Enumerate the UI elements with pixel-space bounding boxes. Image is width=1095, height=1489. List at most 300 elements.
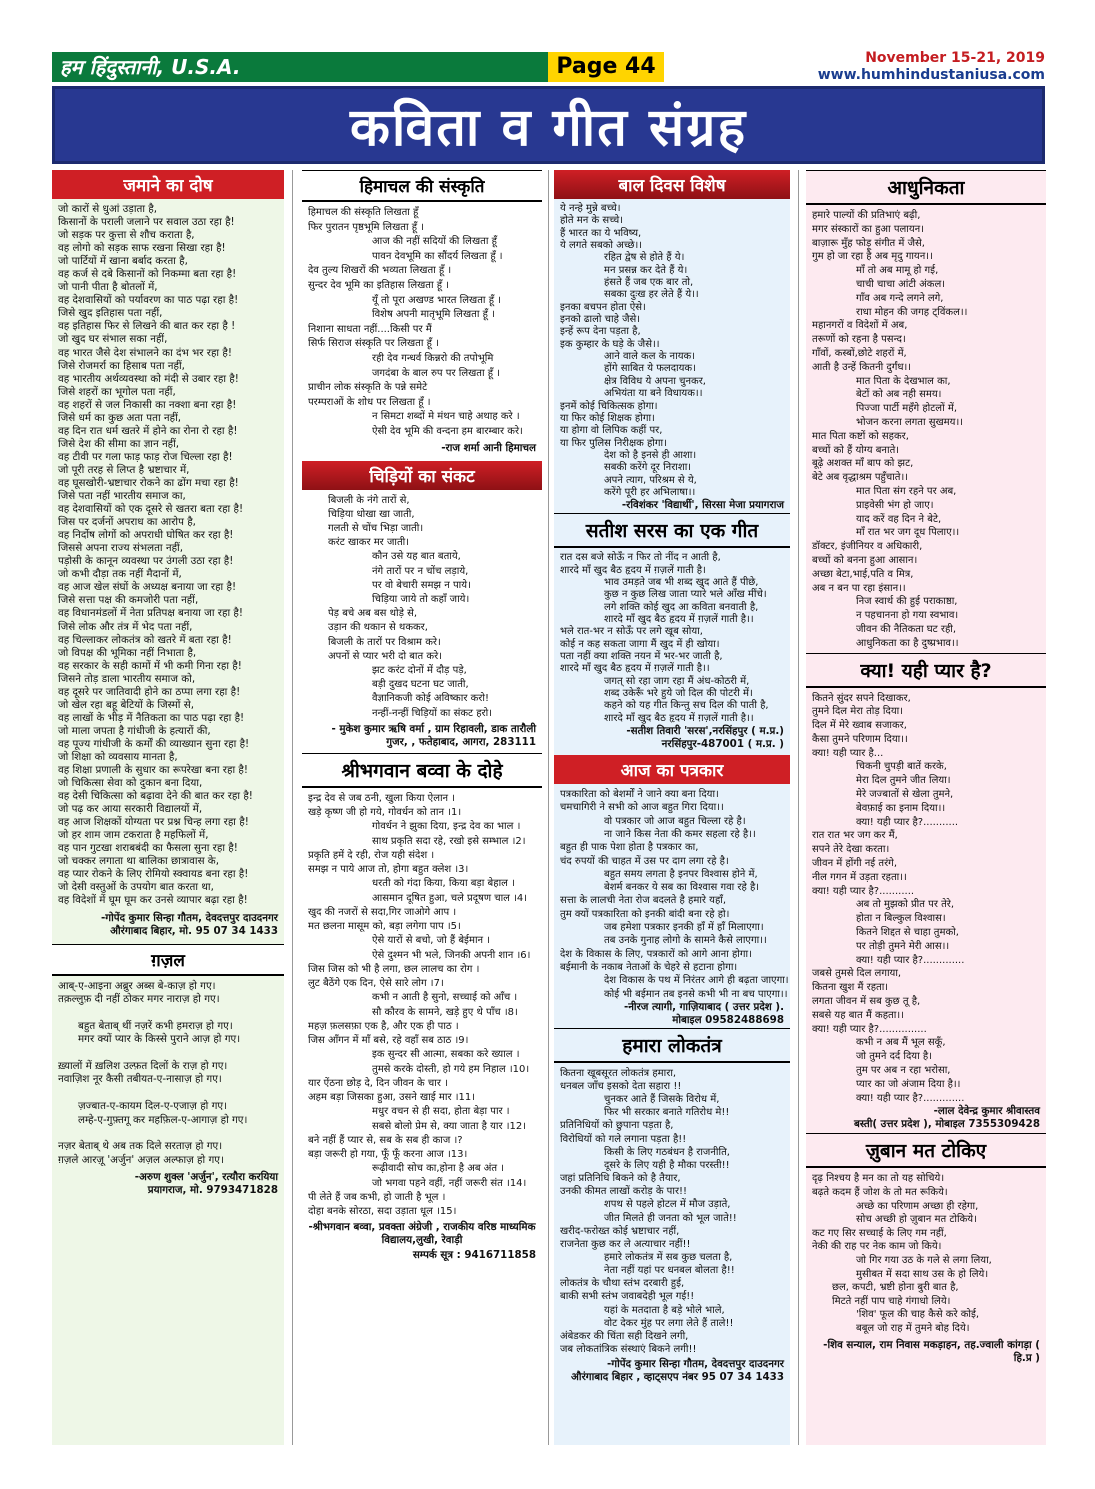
poem-line: जो चक्कर लगाता था बालिका छात्रावास के, bbox=[58, 855, 219, 868]
poem-line: किसानों के पराली जलाने पर सवाल उठा रहा है! bbox=[58, 216, 235, 229]
poem-line: प्राचीन लोक संस्कृति के पन्ने समेटे bbox=[308, 382, 428, 394]
poem-line: पड़ोसी के कानून व्यवस्था पर उंगली उठा रहा है! bbox=[58, 555, 234, 568]
poem-line: निशाना साधता नहीं....किसी पर मैं bbox=[308, 323, 432, 335]
poem-line: दोहा बनके सोरठा, सदा उड़ाता धूल ।15। bbox=[308, 1206, 457, 1217]
poem-line: देश विकास के पथ में निरंतर आगे ही बढ़ता जाएगा। bbox=[604, 975, 789, 987]
poem-line: यहां के मतदाता है बड़े भोले भाले, bbox=[604, 1304, 725, 1316]
poem-line: ये लगते सबको अच्छे।। bbox=[560, 240, 643, 252]
poem-line: विरोधियों को गले लगाना पड़ता है!! bbox=[560, 1133, 687, 1145]
poem-line: जब लोकतांत्रिक संस्थाएं बिकने लगी!! bbox=[560, 1344, 697, 1356]
poem-line: वह भारतीय अर्थव्यवस्था को मंदी से उबार रहा है! bbox=[58, 372, 239, 385]
poem-credit: प्रयागराज, मो. 9793471828 bbox=[147, 1184, 278, 1197]
poem-line: नन्हीं-नन्हीं चिड़ियों का संकट हरो। bbox=[372, 707, 493, 719]
poem-line: चिड़िया धोखा खा जाती, bbox=[328, 508, 415, 520]
poem-line: चिकनी चुपड़ी बातें करके, bbox=[856, 761, 947, 773]
poem-line: भले रात-भर न सोऊँ पर लगे खूब सोया, bbox=[560, 626, 703, 638]
poem-line: धनबल जाँच इसको देता सहारा !! bbox=[560, 1080, 682, 1092]
poem-credit: -अरुण शुक्ल 'अर्जुन', रत्यौरा करयिया bbox=[134, 1171, 278, 1184]
poem-line: फिर भी सरकार बनाते गतिरोध मे!! bbox=[604, 1107, 730, 1119]
poem-line: जो देसी वस्तुओं के उपयोग बात करता था, bbox=[58, 881, 214, 894]
poem-line: कोई भी बईमान तब इनसे कभी भी ना बच पाएगा।। bbox=[604, 988, 788, 1000]
poem-line: रही देव गन्धर्व किन्नरो की तपोभूमि bbox=[372, 352, 494, 364]
poem-line: जिस पर दर्जनों अपराध का आरोप है, bbox=[58, 516, 196, 529]
poem-line: देश को है इनसे ही आशा। bbox=[604, 449, 697, 461]
poem-line: महानगरों व विदेशों में अब, bbox=[812, 320, 908, 332]
poem-line: करंट खाकर मर जाती। bbox=[328, 537, 410, 549]
poem-line: बने नहीं हैं प्यार से, सब के सब ही काज ।? bbox=[308, 1134, 463, 1146]
poem-line: पर तोड़ी तुमने मेरी आस।। bbox=[856, 940, 950, 952]
poem-line: वह शिक्षा प्रणाली के सुधार का रूपरेखा बना रहा है! bbox=[58, 764, 248, 777]
poem-line: सबका दुःख हर लेते हैं ये।। bbox=[604, 289, 699, 301]
poem-line: शारदे माँ खुद बैठ हृदय में ग़ज़लें गाती है। bbox=[560, 564, 706, 576]
poem-line: बहुत समय लगता है इनपर विश्वास होने में, bbox=[604, 868, 758, 880]
poem-line: वह चिल्लाकर लोकतंत्र को खतरे में बता रहा है! bbox=[58, 633, 232, 646]
poem-line: अहम बड़ा जिसका हुआ, उसने खाई मार ।11। bbox=[308, 1092, 476, 1103]
poem-line: कभी न अब मैं भूल सकूँ, bbox=[856, 1037, 946, 1049]
poem-line: जो माला जपता है गांधीजी के हत्यारों की, bbox=[58, 724, 211, 737]
poem-line: सबकी करेंगे दूर निराशा। bbox=[604, 462, 692, 474]
poem-line: हमारे लोकतंत्र में सब कुछ चलता है, bbox=[604, 1252, 733, 1263]
poem-line: तब उनके गुनाह लोगो के सामने कैसे लाएगा।। bbox=[604, 935, 767, 947]
poem-line: आसमान दूषित हुआ, चले प्रदूषण चाल ।4। bbox=[372, 892, 528, 904]
poem-line: शारदे माँ खुद बैठ हृदय में ग़ज़लें गाती है।। bbox=[604, 613, 754, 625]
banner-title: कविता व गीत संग्रह bbox=[349, 97, 748, 158]
poem-line: शारदे माँ खुद बैठ हृदय में ग़ज़लें गाती है।। bbox=[560, 663, 710, 675]
poem-line: नील गगन में उड़ता रहता।। bbox=[812, 871, 907, 883]
ghazal-body bbox=[52, 980, 284, 1168]
poem-line: बूढ़े अशक्त माँ बाप को झट, bbox=[812, 458, 914, 470]
poem-line: माँ रात भर जग दूध पिलाए।। bbox=[856, 527, 960, 539]
poem-title: आज का पत्रकार bbox=[554, 755, 790, 784]
poem-line: मगर क्यों प्यार के किस्से पुराने आज़ हो गए। bbox=[78, 1033, 241, 1046]
poem-credit: -लाल देवेन्द्र कुमार श्रीवास्तव bbox=[933, 1105, 1040, 1118]
poem-title: जमाने का दोष bbox=[52, 170, 284, 199]
poem-line: प्यार का जो अंजाम दिया है।। bbox=[856, 1078, 961, 1090]
poem-line: देश के विकास के लिए, पत्रकारों को आगे आना होगा। bbox=[560, 948, 752, 960]
poem-line: जो सड़क पर कुत्ता से शौच कराता है, bbox=[58, 229, 195, 242]
poem-line: बबूल जो राह में तुमने बोह दिये। bbox=[856, 1322, 970, 1334]
poem-line: ऐसे दुश्मन भी भले, जिनकी अपनी शान ।6। bbox=[372, 949, 531, 961]
poem-line: परम्पराओं के शोध पर लिखता हूँ । bbox=[308, 396, 431, 408]
poem-line: आज की नहीं सदियों की लिखता हूँ bbox=[372, 236, 497, 248]
poem-line: वह भारत जैसे देश संभालने का दंभ भर रहा है! bbox=[58, 346, 232, 359]
column-divider bbox=[548, 170, 549, 1445]
poem-body bbox=[302, 792, 542, 1220]
poem-line: खुद की नजरों से सदा,गिर जाओगे आप । bbox=[308, 906, 457, 918]
poem-line: जिसे धर्म का कुछ अता पता नहीं, bbox=[58, 411, 182, 424]
poem-line: देव तुल्य शिखरों की भव्यता लिखता हूँ । bbox=[308, 265, 452, 277]
poem-line: चाची चाचा आंटी अंकल। bbox=[856, 278, 946, 290]
poem-line: बिजली के नंगे तारों से, bbox=[328, 494, 410, 506]
poem-line: जो विपक्ष की भूमिका नहीं निभाता है, bbox=[58, 646, 197, 659]
poem-line: याद करें वह दिन ने बेटे, bbox=[856, 513, 942, 525]
poem-line: शपथ से पहले होटल में मौज उड़ाते, bbox=[604, 1199, 731, 1211]
poem-line: ऐसे यारों से बचो, जो हैं बेईमान । bbox=[372, 935, 491, 947]
poem-line: जो खेल रहा बहू बेटियों के जिस्मों से, bbox=[58, 698, 194, 711]
poem-line: होता न बिल्कुल विश्वास। bbox=[856, 913, 946, 925]
poem-line: बच्चों को हैं योग्य बनाते। bbox=[812, 444, 900, 456]
poem-line: विशेष अपनी मातृभूमि लिखता हूँ । bbox=[372, 309, 495, 321]
poem-line: बहुत बेताब् थीं नज़रें कभी हमराज़ हो गए। bbox=[78, 1019, 233, 1032]
poem-line: इनका बचपन होता ऐसे। bbox=[560, 301, 646, 313]
poem-line: न पहचानना हो गया स्वभाव। bbox=[856, 610, 959, 622]
poem-line: माँ तो अब मामू हो गई, bbox=[856, 265, 939, 277]
poem-line: सबसे यह बात मैं कहता।। bbox=[812, 1009, 904, 1021]
poem-line: रात दस बजे सोऊँ न फिर तो नींद न आती है, bbox=[560, 552, 721, 564]
poem-line: वो पत्रकार जो आज बहुत चिल्ला रहे है। bbox=[604, 815, 746, 827]
poem-line: दूसरे के लिए यही है मौका परस्ती!! bbox=[604, 1159, 730, 1171]
poem-line: या फिर कोई शिक्षक होगा। bbox=[560, 412, 655, 424]
poem-line: मन प्रसन्न कर देते हैं ये। bbox=[604, 264, 688, 276]
poem-line: जिससे अपना राज्य संभलता नहीं, bbox=[58, 542, 183, 555]
poem-line: जबसे तुमसे दिल लगाया, bbox=[812, 968, 902, 980]
poem-line: किसी के लिए गठबंधन है राजनीति, bbox=[604, 1146, 730, 1158]
poem-line: जब हमेशा पत्रकार इनकी हाँ में हाँ मिलाएगा। bbox=[604, 922, 764, 934]
poem-line: पेड़ बचे अब बस थोड़े से, bbox=[328, 608, 418, 620]
poem-line: समझ न पाये आज तो, होगा बहुत क्लेश ।3। bbox=[308, 864, 469, 875]
poem-line: सबसे बोलो प्रेम से, क्या जाता है यार ।12। bbox=[372, 1120, 527, 1132]
poem-line: झट करंट दोनों में दौड़ पड़े, bbox=[372, 664, 467, 676]
poem-line: वह पान गुटखा शराबबंदी का फैसला सुना रहा है! bbox=[58, 842, 238, 855]
poem-line: मगर संस्कारों का हुआ पलायन। bbox=[812, 223, 925, 235]
poem-line: गलती से चोंच भिड़ा जाती। bbox=[328, 522, 424, 534]
poem-line: वह देसी चिकित्सा को बढ़ावा देने की बात कर रहा है! bbox=[58, 790, 253, 803]
poem-line: शारदे माँ खुद बैठ हृदय में ग़ज़लें गाती है।। bbox=[604, 712, 754, 724]
poem-line: वह आज शिक्षकों योग्यता पर प्रश्न चिन्ह लगा रहा है! bbox=[58, 816, 249, 829]
poem-line: क्या! यही प्यार है... bbox=[812, 747, 884, 759]
poem-line: यूँ तो पूरा अखण्ड भारत लिखता हूँ । bbox=[372, 294, 501, 306]
poem-line: सुन्दर देव भूमि का इतिहास लिखता हूँ । bbox=[308, 279, 450, 291]
poem-credit: -गोपेंद कुमार सिन्हा गौतम, देवदत्तपुर दाउदनगर bbox=[101, 911, 278, 924]
poem-line: जगदंबा के बाल रुप पर लिखता हूँ । bbox=[372, 367, 501, 379]
poem-line bbox=[58, 1087, 278, 1100]
poem-line: नवाज़िश नूर कैसी तबीयत-ए-नासाज़ हो गए। bbox=[58, 1073, 222, 1086]
poem-line: बड़ा जरूरी हो गया, फूँ फूँ करना आज ।13। bbox=[308, 1149, 468, 1160]
poem-line: जो पार्टियों में खाना बर्बाद करता है, bbox=[58, 255, 188, 268]
poem-line: बेवफ़ाई का इनाम दिया।। bbox=[856, 802, 946, 814]
poem-body bbox=[554, 788, 790, 1001]
poem-line: लम्हे-ए-गुफ़्तगू कर महफ़िल-ए-आगाज़ हो गए। bbox=[78, 1113, 248, 1126]
poem-line: जो चिकित्सा सेवा को दुकान बना दिया, bbox=[58, 777, 203, 790]
poem-line: हमारे पाल्यों की प्रतिभाएं बढ़ी, bbox=[812, 210, 921, 221]
poem-line: इक सुन्दर सी आत्मा, सबका करे ख्याल । bbox=[372, 1049, 520, 1061]
poem-line: कुछ न कुछ लिख जाता प्यारे भले आँख मींचे। bbox=[604, 589, 767, 601]
poem-line: जिसे शहरों का भूगोल पता नहीं, bbox=[58, 385, 176, 398]
poem-line: जो पढ़ कर आया सरकारी विद्यालयों में, bbox=[58, 803, 203, 816]
column-4 bbox=[806, 170, 1046, 1445]
poem-line: आधुनिकता का है दुष्प्रभाव।। bbox=[856, 637, 959, 649]
poem-line: जिसे खुद इतिहास पता नहीं, bbox=[58, 307, 163, 320]
column-3 bbox=[554, 170, 790, 1445]
poem-body bbox=[302, 494, 542, 721]
poem-line: जीत मिलते ही जनता को भूल जाते!! bbox=[604, 1212, 737, 1224]
poem-line: इनको ढालो चाहे जैसे। bbox=[560, 314, 641, 326]
poem-line: वह घूसखोरी-भ्रष्टाचार रोकने का ढोंग मचा रहा है! bbox=[58, 476, 239, 489]
poem-line: ये नन्हे मुन्ने बच्चे। bbox=[560, 203, 621, 214]
poem-line: अब तो मुझको प्रीत पर तेरे, bbox=[856, 899, 955, 911]
poem-line: महज़ फ़लसफ़ा एक है, और एक ही पाठ । bbox=[308, 1020, 459, 1032]
poem-line: जहां प्रतिनिधि बिकने को है तैयार, bbox=[560, 1173, 681, 1185]
poem-line: भाव उमड़ते जब भी शब्द खुद आते हैं पीछे, bbox=[604, 576, 759, 588]
poem-line: प्रतिनिधियों को छुपाना पड़ता है, bbox=[560, 1120, 674, 1132]
poem-line: बहुत ही पाक पेशा होता है पत्रकार का, bbox=[560, 842, 699, 854]
poem-line: अच्छे का परिणाम अच्छा ही रहेगा, bbox=[856, 1200, 979, 1212]
poem-line: चंद रुपयों की चाहत में उस पर दाग लगा रहे है। bbox=[560, 855, 729, 867]
poem-line: वह प्यार रोकने के लिए रोमियो स्क्वायड बना रहा है! bbox=[58, 868, 249, 881]
poem-line: जो हर शाम जाम टकराता है महफिलों में, bbox=[58, 829, 209, 842]
poem-line: बच्चों को बनना हुआ आसान। bbox=[812, 554, 918, 566]
poem-line: वह विधानमंडलों में नेता प्रतिपक्ष बनाया जा रहा है! bbox=[58, 607, 243, 620]
poem-line: होंगे साबित ये फलदायक। bbox=[604, 363, 696, 375]
poem-credit: बस्ती( उत्तर प्रदेश ), मोबाइल 7355309428 bbox=[853, 1118, 1040, 1131]
poem-line: जिस आँगन में माँ बसे, रहे वहाँ सब ठाठ ।9। bbox=[308, 1035, 469, 1046]
poem-line: बेटों को अब नही समय। bbox=[856, 389, 942, 401]
poem-line: हैं भारत का ये भविष्य, bbox=[560, 227, 642, 239]
poem-body bbox=[554, 552, 790, 725]
poem-line: मात पिता संग रहने पर अब, bbox=[856, 485, 957, 497]
poem-line: लगता जीवन में सब कुछ तू है, bbox=[812, 996, 921, 1008]
poem-line: बढ़ते कदम हैं जोश के तो मत रूकिये। bbox=[812, 1187, 948, 1198]
poem-line: प्रकृति हमें दे रही, रोज यही संदेश । bbox=[308, 849, 435, 861]
poem-line: करेंगे पूरी हर अभिलाषा।। bbox=[604, 486, 696, 498]
poem-line: कहने को यह गीत किन्तु सच दिल की पाती है, bbox=[604, 700, 769, 712]
poem-line: आती है उन्हें कितनी दुर्गंध।। bbox=[812, 361, 912, 373]
poem-line: मेरे जज्बातों से खेला तुमने, bbox=[856, 789, 954, 801]
poem-line: सपने तेरे देखा करता। bbox=[812, 844, 890, 856]
poem-line: जिसे देश की सीमा का ज्ञान नहीं, bbox=[58, 437, 180, 450]
poem-line: वह लोगो को सड़क साफ रखना सिखा रहा है! bbox=[58, 242, 226, 255]
poem-line: पी लेते हैं जब कभी, हो जाती है भूल । bbox=[308, 1191, 446, 1203]
poem-line: वह आज खेल संघों के अध्यक्ष बनाया जा रहा है! bbox=[58, 581, 237, 594]
poem-line: जो शिक्षा को व्यवसाय मानता है, bbox=[58, 750, 178, 763]
poem-line: गाँव अब गन्दे लगने लगे, bbox=[856, 292, 944, 304]
poem-line: कोई न कह सकता जागा मैं खुद में ही खोया। bbox=[560, 638, 720, 650]
poem-line: वह देशवासियों को पर्यावरण का पाठ पढ़ा रहा है! bbox=[58, 294, 239, 307]
poem-line: जो पानी पीता है बोतलों में, bbox=[58, 281, 158, 294]
poem-line: तुम पर अब न रहा भरोसा, bbox=[856, 1065, 951, 1077]
column-2 bbox=[302, 170, 542, 1445]
poem-title: क्या! यही प्यार है? bbox=[806, 653, 1046, 688]
poem-title: आधुनिकता bbox=[806, 170, 1046, 205]
poem-credit: -रविशंकर 'विद्यार्थी', सिरसा मेजा प्रयागराज bbox=[621, 499, 784, 512]
poem-line: पत्रकारिता को बेशर्मों ने जाने क्या बना दिया। bbox=[560, 789, 719, 801]
poem-line: फिर पुरातन पृष्ठभूमि लिखता हूँ । bbox=[308, 221, 425, 233]
poem-line: इनमें कोई चिकित्सक होगा। bbox=[560, 400, 658, 412]
poem-line: या होगा वो लिपिक कहीं पर, bbox=[560, 425, 663, 437]
poem-line: उड़ान की थकान से थककर, bbox=[328, 622, 428, 634]
poem-line: लोकतंत्र के चौथा स्तंभ दरबारी हुई, bbox=[560, 1278, 685, 1290]
poem-body bbox=[302, 206, 542, 440]
poem-line: तुम क्यों पत्रकारिता को इनकी बांदी बना रहे हो। bbox=[560, 908, 730, 920]
poem-line: क्या! यही प्यार है?............... bbox=[812, 1023, 927, 1035]
poem-line: बेशर्म बनकर ये सब का विश्वास गवा रहे है। bbox=[604, 882, 760, 894]
poem-line: क्या! यही प्यार है?........... bbox=[856, 816, 959, 828]
poem-line: चुनकर आते हैं जिसके विरोध में, bbox=[604, 1094, 720, 1106]
poem-credit: - मुकेश कुमार ऋषि वर्मा , ग्राम रिहावली, डाक तारौली गुजर, , फतेहाबाद, आगरा, 283111 bbox=[331, 722, 536, 748]
poem-line: हंसते हैं जब एक बार तो, bbox=[604, 277, 694, 289]
poem-line: जिसे पता नहीं भारतीय समाज का, bbox=[58, 490, 186, 503]
poem-credit: -श्रीभगवान बव्वा, प्रवक्ता अंग्रेजी , राजकीय वरिष्ठ माध्यमिक विद्यालय,लुखी, रेवाड़ी bbox=[308, 1221, 536, 1247]
poem-line: बईमानी के नकाब नेताओं के चेहरे से हटाना होगा। bbox=[560, 961, 738, 973]
poem-line: जिसने तोड़ डाला भारतीय समाज को, bbox=[58, 672, 196, 685]
poem-line: मुसीबत में सदा साथ उस के हो लिये। bbox=[856, 1268, 989, 1280]
poem-credit: औरंगाबाद बिहार , व्हाट्सएप नंबर 95 07 34 1433 bbox=[571, 1371, 784, 1384]
poem-line: लुट बैठेंगे एक दिन, ऐसे सारे लोग ।7। bbox=[308, 978, 444, 989]
poem-line: ज़ज्बात-ए-कायम दिल-ए-एजाज़ हो गए। bbox=[78, 1100, 228, 1113]
poem-line: मेरा दिल तुमने जीत लिया। bbox=[856, 775, 951, 787]
poem-line: क्या! यही प्यार है?............. bbox=[856, 1092, 965, 1104]
poem-line: दृढ़ निश्चय है मन का तो यह सोचिये। bbox=[812, 1173, 945, 1185]
poem-line: खड़े कृष्ण जी हो गये, गोवर्धन को तान ।1। bbox=[308, 807, 462, 818]
poem-credit: -गोपेंद कुमार सिन्हा गौतम, देवदत्तपुर दाउदनगर bbox=[607, 1358, 784, 1371]
poem-body bbox=[52, 203, 284, 908]
poem-line: जीवन की नैतिकता घट रही, bbox=[856, 623, 957, 635]
poem-line: जो भगवा पहने वहीं, नहीं जरूरी संत ।14। bbox=[372, 1177, 527, 1189]
column-divider bbox=[292, 170, 293, 1445]
poem-line: आने वाले कल के नायक। bbox=[604, 351, 695, 363]
poem-line: पिज्जा पार्टी महँगे होटलों में, bbox=[856, 403, 958, 415]
poem-line: उनकी कीमत लाखों करोड़ के पार!! bbox=[560, 1186, 688, 1198]
poem-line: सोच अच्छी हो ज़ुबान मत टोकिये। bbox=[856, 1214, 977, 1226]
poem-title: सतीश सरस का एक गीत bbox=[554, 513, 790, 548]
poem-line: वह टीवी पर गला फाड़ फाड़ रोज चिल्ला रहा है! bbox=[58, 450, 233, 463]
page-number: Page 44 bbox=[548, 52, 664, 82]
poem-credit: -राज शर्मा आनी हिमाचल bbox=[441, 441, 536, 454]
poem-line bbox=[58, 1006, 278, 1019]
poem-line: बेटे अब वृद्धाश्रम पहुँचाते।। bbox=[812, 472, 909, 484]
poem-credit: मोबाइल 09582488698 bbox=[672, 1013, 784, 1026]
poem-line: जीवन में होंगी नई तरंगे, bbox=[812, 858, 897, 870]
poem-line: वह निर्दोष लोगों को अपराधी घोषित कर रहा है! bbox=[58, 529, 234, 542]
poem-line: ऐसी देव भूमि की वन्दना हम बारम्बार करे। bbox=[372, 425, 523, 437]
poem-line: निज स्वार्थ की हुई पराकाष्ठा, bbox=[856, 596, 958, 608]
poem-body bbox=[806, 209, 1046, 651]
poem-title: चिड़ियों का संकट bbox=[302, 461, 542, 490]
poem-line: 'शिव' फूल की चाह कैसे करे कोई, bbox=[856, 1309, 980, 1321]
poem-line: होते मन के सच्चे। bbox=[560, 215, 624, 227]
poem-line: वह पूज्य गांधीजी के कर्मों की व्याख्यान सुना रहा है! bbox=[58, 737, 250, 750]
poem-line: तुमसे करके दोस्ती, हो गये हम निहाल ।10। bbox=[372, 1063, 530, 1075]
poem-line: मत छलना मासूम को, बड़ा लगेगा पाप ।5। bbox=[308, 921, 461, 932]
poem-title: हमारा लोकतंत्र bbox=[554, 1028, 790, 1063]
poem-line: कैसा तुमने परिणाम दिया।। bbox=[812, 733, 908, 745]
website-link[interactable]: www.humhindustaniusa.com bbox=[817, 67, 1045, 83]
poem-line: ख़्यालों में ख़लिश उल्फ़त दिलों के राज़ हो गए। bbox=[58, 1059, 228, 1072]
poem-line: वह देशवासियों को एक दूसरे से खतरा बता रहा है! bbox=[58, 503, 244, 516]
poem-line: जिसे लोक और तंत्र में भेद पता नहीं, bbox=[58, 620, 193, 633]
poem-line: भोजन करना लगता सुखमय।। bbox=[856, 416, 964, 428]
poem-title: ग़ज़ल bbox=[52, 944, 284, 976]
poem-line: साथ प्रकृति सदा रहे, रखो इसे सम्भाल ।2। bbox=[372, 835, 526, 847]
poem-credit: -शिव सन्याल, राम निवास मकड़ाहन, तह.ज्वाली कांगड़ा ( हि.प्र ) bbox=[823, 1338, 1040, 1364]
poem-line: कितना खुश मैं रहता। bbox=[812, 982, 889, 994]
poem-line: जगत् सो रहा जाग रहा मैं अंध-कोठरी में, bbox=[604, 675, 750, 687]
poem-line: वह कर्ज से दबे किसानों को निकम्मा बता रहा है! bbox=[58, 268, 237, 281]
poem-line: न सिमटा शब्दों मे मंथन चाहे अथाह करे । bbox=[372, 411, 520, 423]
poem-line: कितना खूबसूरत लोकतंत्र हमारा, bbox=[560, 1067, 677, 1079]
issue-date: November 15-21, 2019 bbox=[865, 50, 1045, 66]
poem-line: पता नहीं क्या शक्ति नयन में भर-भर जाती है, bbox=[560, 651, 723, 662]
poem-line: दिल में मेरे ख्वाब सजाकर, bbox=[812, 720, 907, 732]
poem-body bbox=[554, 203, 790, 499]
poem-line: वह दूसरे पर जातिवादी होने का ठप्पा लगा रहा है! bbox=[58, 685, 241, 698]
poem-line: शब्द उकेरूँ भरे हुये जो दिल की पोटरी में। bbox=[604, 688, 753, 700]
poem-line: धरती को गंदा किया, किया बड़ा बेहाल । bbox=[372, 878, 515, 890]
poem-line: बाकी सभी स्तंभ जवाबदेही भूल गई!! bbox=[560, 1291, 695, 1303]
poem-line: कौन उसे यह बात बताये, bbox=[372, 551, 461, 563]
poem-line: बाज़ारू मुँह फोड़ू संगीत में जैसे, bbox=[812, 237, 925, 249]
poem-line: ग़ज़ले आरज़ू 'अर्जुन' अज़ल अल्फाज़ हो गए। bbox=[58, 1153, 224, 1166]
poem-line: डॉक्टर, इंजीनियर व अधिकारी, bbox=[812, 541, 923, 553]
paper-name: हम हिंदुस्तानी, U.S.A. bbox=[60, 55, 241, 79]
poem-line: अंबेडकर की चिंता सही दिखने लगी, bbox=[560, 1330, 689, 1342]
poem-line: गोवर्धन ने झुका दिया, इन्द्र देव का भाल । bbox=[372, 821, 521, 833]
poem-line: मात पिता कष्टों को सहकर, bbox=[812, 430, 909, 442]
poem-line: मधुर वचन से ही सदा, होता बेड़ा पार । bbox=[372, 1106, 510, 1118]
poem-credit: -नीरज त्यागी, गाज़ियाबाद ( उत्तर प्रदेश ). bbox=[623, 1000, 784, 1013]
poem-line: सिर्फ सिराज संस्कृति पर लिखता हूँ । bbox=[308, 338, 439, 350]
poem-line: बिजली के तारों पर विश्राम करे। bbox=[328, 636, 441, 648]
poem-line bbox=[58, 1047, 278, 1060]
poem-line: सत्ता के लालची नेता रोज बदलते है हमारे यहाँ, bbox=[560, 895, 727, 907]
poem-line: नेकी की राह पर नेक काम जो किये। bbox=[812, 1241, 942, 1253]
poem-line: पावन देवभूमि का सौंदर्य लिखता हूँ । bbox=[372, 250, 503, 262]
poem-line: नंगे तारों पर न चोंच लड़ाये, bbox=[372, 565, 469, 577]
poem-line: जो तुमने दर्द दिया है। bbox=[856, 1051, 932, 1063]
poem-line: अपने त्याग, परिश्रम से ये, bbox=[604, 474, 697, 486]
poem-line: गुम हो जा रहा है अब मृदु गायन।। bbox=[812, 251, 933, 263]
poem-line: जो कभी दौड़ा तक नहीं मैदानों में, bbox=[58, 568, 182, 581]
poem-line: तुमने दिल मेरा तोड़ दिया। bbox=[812, 706, 904, 718]
poem-line: वह शहरों से जल निकासी का नक्शा बना रहा है! bbox=[58, 398, 237, 411]
poem-line: मात पिता के देखभाल का, bbox=[856, 375, 951, 387]
poem-line: राधा मोहन की जगह ट्विंकल।। bbox=[856, 306, 968, 318]
poem-line: वह इतिहास फिर से लिखने की बात कर रहा है ! bbox=[58, 320, 236, 333]
poem-line: वह लाखों के भीड़ में नैतिकता का पाठ पढ़ा रहा है! bbox=[58, 711, 245, 724]
poem-line: जिसे रोजमर्रा का हिसाब पता नहीं, bbox=[58, 359, 185, 372]
poem-line: आब्-ए-आइना अब्रुर अब्स बे-काज़ हो गए। bbox=[58, 979, 216, 992]
poem-title: ज़ुबान मत टोकिए bbox=[806, 1133, 1046, 1168]
poem-credit: नरसिंहपुर-487001 ( म.प्र. ) bbox=[661, 738, 784, 751]
poem-line: या फिर पुलिस निरीक्षक होगा। bbox=[560, 437, 667, 449]
poem-line: कभी न आती है सुनो, सच्चाई को आँच । bbox=[372, 992, 518, 1004]
poem-title: श्रीभगवान बव्वा के दोहे bbox=[302, 753, 542, 788]
poem-line: पर वो बेचारी समझ न पाये। bbox=[372, 579, 471, 591]
poem-line: अभियंता या बने विधायक।। bbox=[604, 388, 703, 400]
poem-line: क्षेत्र विविध ये अपना चुनकर, bbox=[604, 375, 706, 387]
poem-line: हिमाचल की संस्कृति लिखता हूँ bbox=[308, 207, 419, 218]
poem-line: लगे शक्ति कोई खुद आ कविता बनवाती है, bbox=[604, 601, 759, 613]
poem-line: छल, कपटी, भ्रष्टी होना बुरी बात है, bbox=[832, 1282, 959, 1294]
poem-line: वैज्ञानिकजी कोई अविष्कार करो! bbox=[372, 693, 489, 705]
poem-line: खरीद-फरोख्त कोई भ्रष्टाचार नहीं, bbox=[560, 1225, 680, 1237]
poem-line: चमचागिरी ने सभी को आज बहुत गिरा दिया।। bbox=[560, 802, 724, 814]
poem-line: क्या! यही प्यार है?............. bbox=[856, 954, 965, 966]
poem-line: क्या! यही प्यार है?........... bbox=[812, 885, 915, 897]
poem-title: हिमाचल की संस्कृति bbox=[302, 170, 542, 202]
poem-credit: औरंगाबाद बिहार, मो. 95 07 34 1433 bbox=[110, 924, 278, 937]
column-1 bbox=[52, 170, 284, 1445]
poem-line: जो खुद घर संभाल सका नहीं, bbox=[58, 333, 168, 346]
poem-body bbox=[806, 1172, 1046, 1335]
poem-line: सौ कौरव के सामने, खड़े हुए थे पाँच ।8। bbox=[372, 1006, 518, 1018]
poem-line: जो गिर गया उठ के गले से लगा लिया, bbox=[856, 1254, 992, 1266]
poem-line: रूढ़ीवादी सोच का,होना है अब अंत । bbox=[372, 1163, 505, 1175]
poem-credit: सम्पर्क सूत्र : 9416711858 bbox=[412, 1249, 536, 1262]
poem-line: अब न बन पा रहा इंसान।। bbox=[812, 582, 906, 594]
section-banner bbox=[52, 86, 1045, 164]
poem-line: कट गए सिर सच्चाई के लिए गम नहीं, bbox=[812, 1227, 947, 1239]
